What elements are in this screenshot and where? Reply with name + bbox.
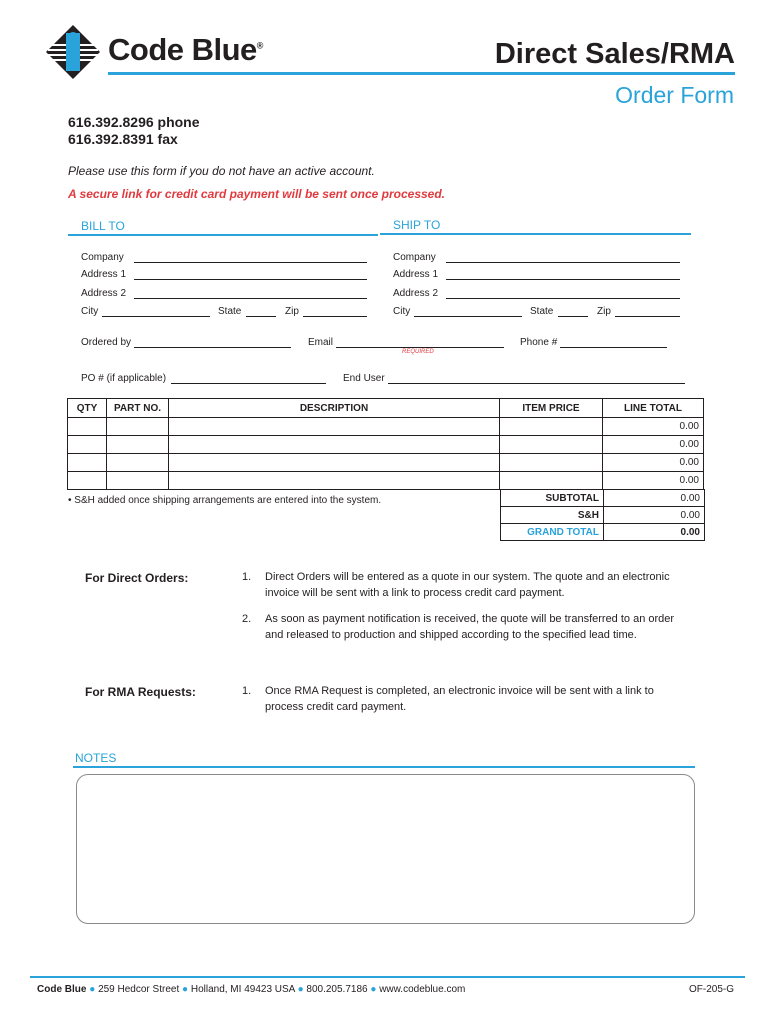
bill-company-label: Company — [81, 252, 124, 263]
part-cell[interactable] — [107, 472, 169, 490]
bill-address2-field[interactable] — [134, 298, 367, 299]
footer-website[interactable]: www.codeblue.com — [379, 984, 466, 995]
qty-cell[interactable] — [68, 436, 107, 454]
footer-info — [37, 984, 465, 995]
description-cell[interactable] — [169, 454, 500, 472]
po-label: PO # (if applicable) — [81, 373, 167, 384]
ship-company-label: Company — [393, 252, 436, 263]
footer-phone: 800.205.7186 — [306, 984, 368, 995]
payment-notice: A secure link for credit card payment will be sent once processed. — [68, 187, 446, 201]
bill-city-label: City — [81, 306, 99, 317]
totals-table — [500, 489, 705, 541]
phone-label: Phone # — [520, 337, 558, 348]
ship-address2-label: Address 2 — [393, 288, 439, 299]
code-blue-logo-icon — [44, 23, 102, 81]
ship-city-field[interactable] — [414, 316, 522, 317]
direct-step-2-text: As soon as payment notification is received, the quote will be transferred to an order and released to production and shipped according to the specified lead time. — [265, 613, 675, 641]
ship-to-heading: SHIP TO — [393, 218, 441, 232]
item-price-header: ITEM PRICE — [500, 399, 603, 418]
header-rule — [108, 72, 735, 75]
ship-address1-field[interactable] — [446, 279, 680, 280]
line-total-header: LINE TOTAL — [603, 399, 704, 418]
qty-cell[interactable] — [68, 454, 107, 472]
direct-step-1-text: Direct Orders will be entered as a quote in our system. The quote and an electronic invoice will be sent with a link to process credit card payment. — [265, 571, 670, 599]
description-cell[interactable] — [169, 418, 500, 436]
qty-cell[interactable] — [68, 472, 107, 490]
qty-header: QTY — [68, 399, 107, 418]
ship-address2-field[interactable] — [446, 298, 680, 299]
table-row — [68, 436, 704, 454]
po-field[interactable] — [171, 383, 326, 384]
grand-total-value: 0.00 — [604, 524, 705, 541]
line-total-cell: 0.00 — [603, 454, 704, 472]
rma-step-1-text: Once RMA Request is completed, an electronic invoice will be sent with a link to process credit card payment. — [265, 685, 654, 713]
sh-label: S&H — [501, 507, 604, 524]
end-user-label: End User — [343, 373, 385, 384]
email-label: Email — [308, 337, 334, 348]
ship-to-rule — [380, 233, 691, 235]
line-total-cell: 0.00 — [603, 472, 704, 490]
notes-box[interactable] — [76, 774, 695, 924]
bill-address1-label: Address 1 — [81, 269, 127, 280]
subtotal-label: SUBTOTAL — [501, 490, 604, 507]
email-required-note: REQUIRED — [402, 349, 434, 355]
price-cell[interactable] — [500, 436, 603, 454]
brand-name: Code Blue® — [108, 32, 263, 67]
bill-address2-label: Address 2 — [81, 288, 127, 299]
email-field[interactable] — [336, 347, 504, 348]
page-title: Direct Sales/RMA — [494, 38, 735, 70]
form-id: OF-205-G — [688, 984, 734, 995]
rma-step-1-number: 1. — [242, 685, 252, 697]
table-row — [68, 418, 704, 436]
ship-zip-field[interactable] — [615, 316, 680, 317]
bill-address1-field[interactable] — [134, 279, 367, 280]
notes-rule — [73, 766, 695, 768]
phone-number: 616.392.8296 phone — [68, 114, 200, 130]
page-subtitle: Order Form — [615, 82, 734, 108]
footer-street: 259 Hedcor Street — [98, 984, 180, 995]
ordered-by-label: Ordered by — [81, 337, 132, 348]
dot-separator-icon: ● — [370, 984, 377, 995]
direct-step-1-number: 1. — [242, 571, 252, 583]
items-table — [67, 398, 704, 490]
bill-to-heading: BILL TO — [81, 219, 125, 233]
notice-text: Please use this form if you do not have an active account. — [68, 164, 375, 178]
ship-state-field[interactable] — [558, 316, 588, 317]
part-cell[interactable] — [107, 436, 169, 454]
price-cell[interactable] — [500, 418, 603, 436]
table-header-row — [68, 399, 704, 418]
ship-zip-label: Zip — [597, 306, 611, 317]
footer-city: Holland, MI 49423 USA — [190, 984, 295, 995]
bill-state-label: State — [218, 306, 242, 317]
footer-rule — [30, 976, 745, 978]
ship-company-field[interactable] — [446, 262, 680, 263]
bill-city-field[interactable] — [102, 316, 210, 317]
ship-city-label: City — [393, 306, 411, 317]
subtotal-value: 0.00 — [604, 490, 705, 507]
dot-separator-icon: ● — [182, 984, 189, 995]
bill-zip-field[interactable] — [303, 316, 367, 317]
part-header: PART NO. — [107, 399, 169, 418]
bill-zip-label: Zip — [285, 306, 299, 317]
table-row — [68, 454, 704, 472]
dot-separator-icon: ● — [297, 984, 304, 995]
phone-field[interactable] — [560, 347, 667, 348]
direct-orders-heading: For Direct Orders: — [85, 571, 189, 585]
line-total-cell: 0.00 — [603, 418, 704, 436]
price-cell[interactable] — [500, 472, 603, 490]
footer-brand: Code Blue — [37, 984, 87, 995]
description-cell[interactable] — [169, 472, 500, 490]
ordered-by-field[interactable] — [134, 347, 291, 348]
fax-number: 616.392.8391 fax — [68, 131, 178, 147]
end-user-field[interactable] — [388, 383, 685, 384]
notes-heading: NOTES — [75, 751, 117, 765]
table-row — [68, 472, 704, 490]
grand-total-label: GRAND TOTAL — [501, 524, 604, 541]
part-cell[interactable] — [107, 418, 169, 436]
bill-state-field[interactable] — [246, 316, 276, 317]
shipping-note: • S&H added once shipping arrangements are entered into the system. — [68, 495, 382, 506]
direct-step-2-number: 2. — [242, 613, 252, 625]
line-total-cell: 0.00 — [603, 436, 704, 454]
ship-address1-label: Address 1 — [393, 269, 439, 280]
description-header: DESCRIPTION — [169, 399, 500, 418]
bill-company-field[interactable] — [134, 262, 367, 263]
dot-separator-icon: ● — [89, 984, 96, 995]
price-cell[interactable] — [500, 454, 603, 472]
part-cell[interactable] — [107, 454, 169, 472]
rma-requests-heading: For RMA Requests: — [85, 685, 196, 699]
qty-cell[interactable] — [68, 418, 107, 436]
bill-to-rule — [68, 234, 378, 236]
ship-state-label: State — [530, 306, 554, 317]
description-cell[interactable] — [169, 436, 500, 454]
sh-value: 0.00 — [604, 507, 705, 524]
